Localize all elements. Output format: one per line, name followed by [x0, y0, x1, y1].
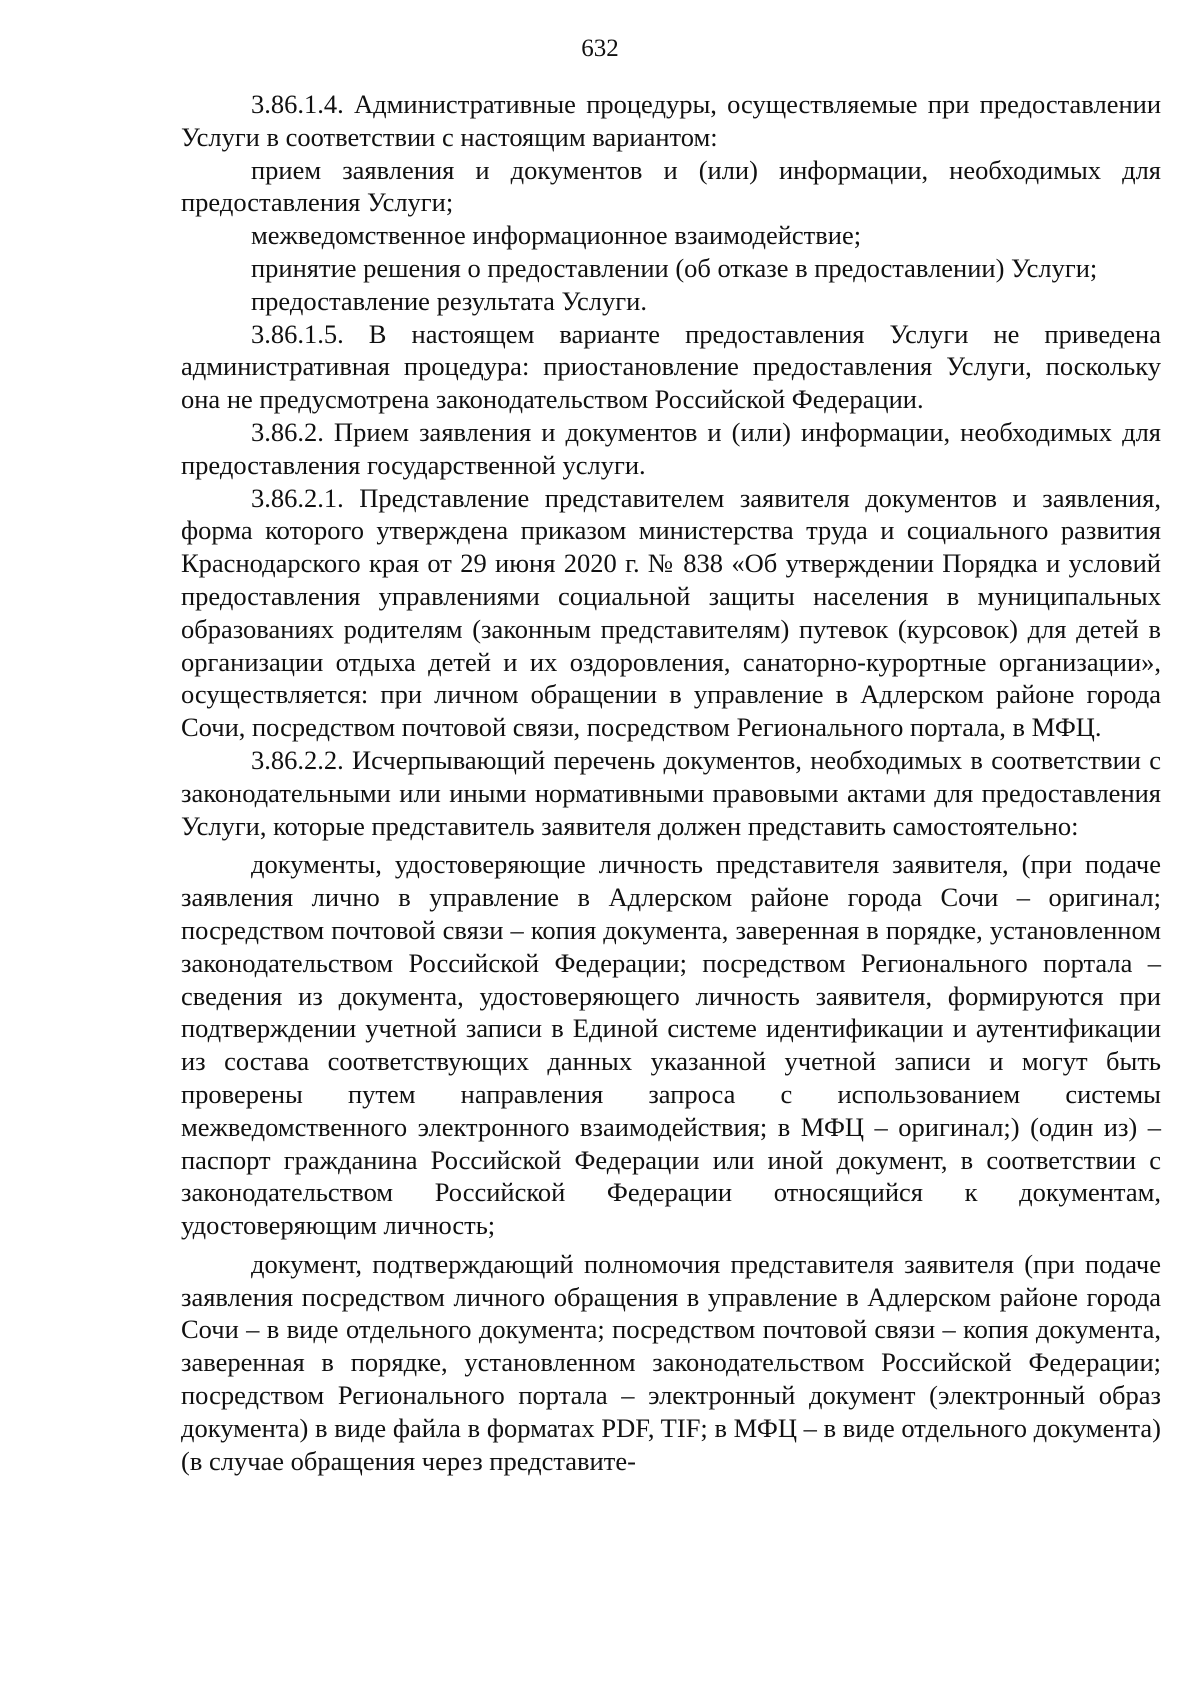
paragraph-3-86-2-1: 3.86.2.1. Представление представителем заявителя документов и заявления, форма которого утверждена приказом министерства труда и социального развития Краснодарского края от 29 июня 2020 г. № 838 «Об утверждении Порядка и условий предоставления управлениями социальной защиты населения в муниципальных образованиях родителям (законным представителям) путевок (курсовок) для детей в организации отдыха детей и их оздоровления, санаторно-курортные организации», осуществляется: при личном обращении в управление в Адлерском районе города Сочи, посредством почтовой связи, посредством Регионального портала, в МФЦ.: [181, 482, 1161, 743]
list-item-acceptance: прием заявления и документов и (или) информации, необходимых для предоставления Услуги;: [181, 154, 1161, 218]
list-item-interagency: межведомственное информационное взаимодействие;: [251, 220, 862, 251]
document-body: [181, 88, 1161, 1477]
paragraph-3-86-1-4: 3.86.1.4. Административные процедуры, осуществляемые при предоставлении Услуги в соответствии с настоящим вариантом:: [181, 89, 1161, 152]
paragraph-authority-document: документ, подтверждающий полномочия представителя заявителя (при подаче заявления посредством личного обращения в управление в Адлерском районе города Сочи – в виде отдельного документа; посредством почтовой связи – копия документа, заверенная в порядке, установленном законодательством Российской Федерации; посредством Регионального портала – электронный документ (электронный образ документа) в виде файла в форматах PDF, TIF; в МФЦ – в виде отдельного документа) (в случае обращения через представите-: [181, 1248, 1161, 1476]
paragraph-identity-documents: документы, удостоверяющие личность представителя заявителя, (при подаче заявления лично в управление в Адлерском районе города Сочи – оригинал; посредством почтовой связи – копия документа, заверенная в порядке, установленном законодательством Российской Федерации; посредством Регионального портала – сведения из документа, удостоверяющего личность заявителя, формируются при подтверждении учетной записи в Единой системе идентификации и аутентификации из состава соответствующих данных указанной учетной записи и могут быть проверены путем направления запроса с использованием системы межведомственного электронного взаимодействия; в МФЦ – оригинал;) (один из) – паспорт гражданина Российской Федерации или иной документ, в соответствии с законодательством Российской Федерации относящийся к документам, удостоверяющим личность;: [181, 849, 1161, 1241]
paragraph-3-86-2: 3.86.2. Прием заявления и документов и (или) информации, необходимых для предоставления государственной услуги.: [181, 416, 1161, 480]
paragraph-3-86-1-5: 3.86.1.5. В настоящем варианте предоставления Услуги не приведена административная процедура: приостановление предоставления Услуги, поскольку она не предусмотрена законодательством Российской Федерации.: [181, 318, 1161, 415]
page-number: 632: [581, 35, 619, 62]
list-item-decision: принятие решения о предоставлении (об отказе в предоставлении) Услуги;: [251, 252, 1098, 283]
paragraph-3-86-2-2: 3.86.2.2. Исчерпывающий перечень документов, необходимых в соответствии с законодательными или иными нормативными правовыми актами для предоставления Услуги, которые представитель заявителя должен представить самостоятельно:: [181, 744, 1161, 841]
list-item-result: предоставление результата Услуги.: [251, 285, 647, 316]
